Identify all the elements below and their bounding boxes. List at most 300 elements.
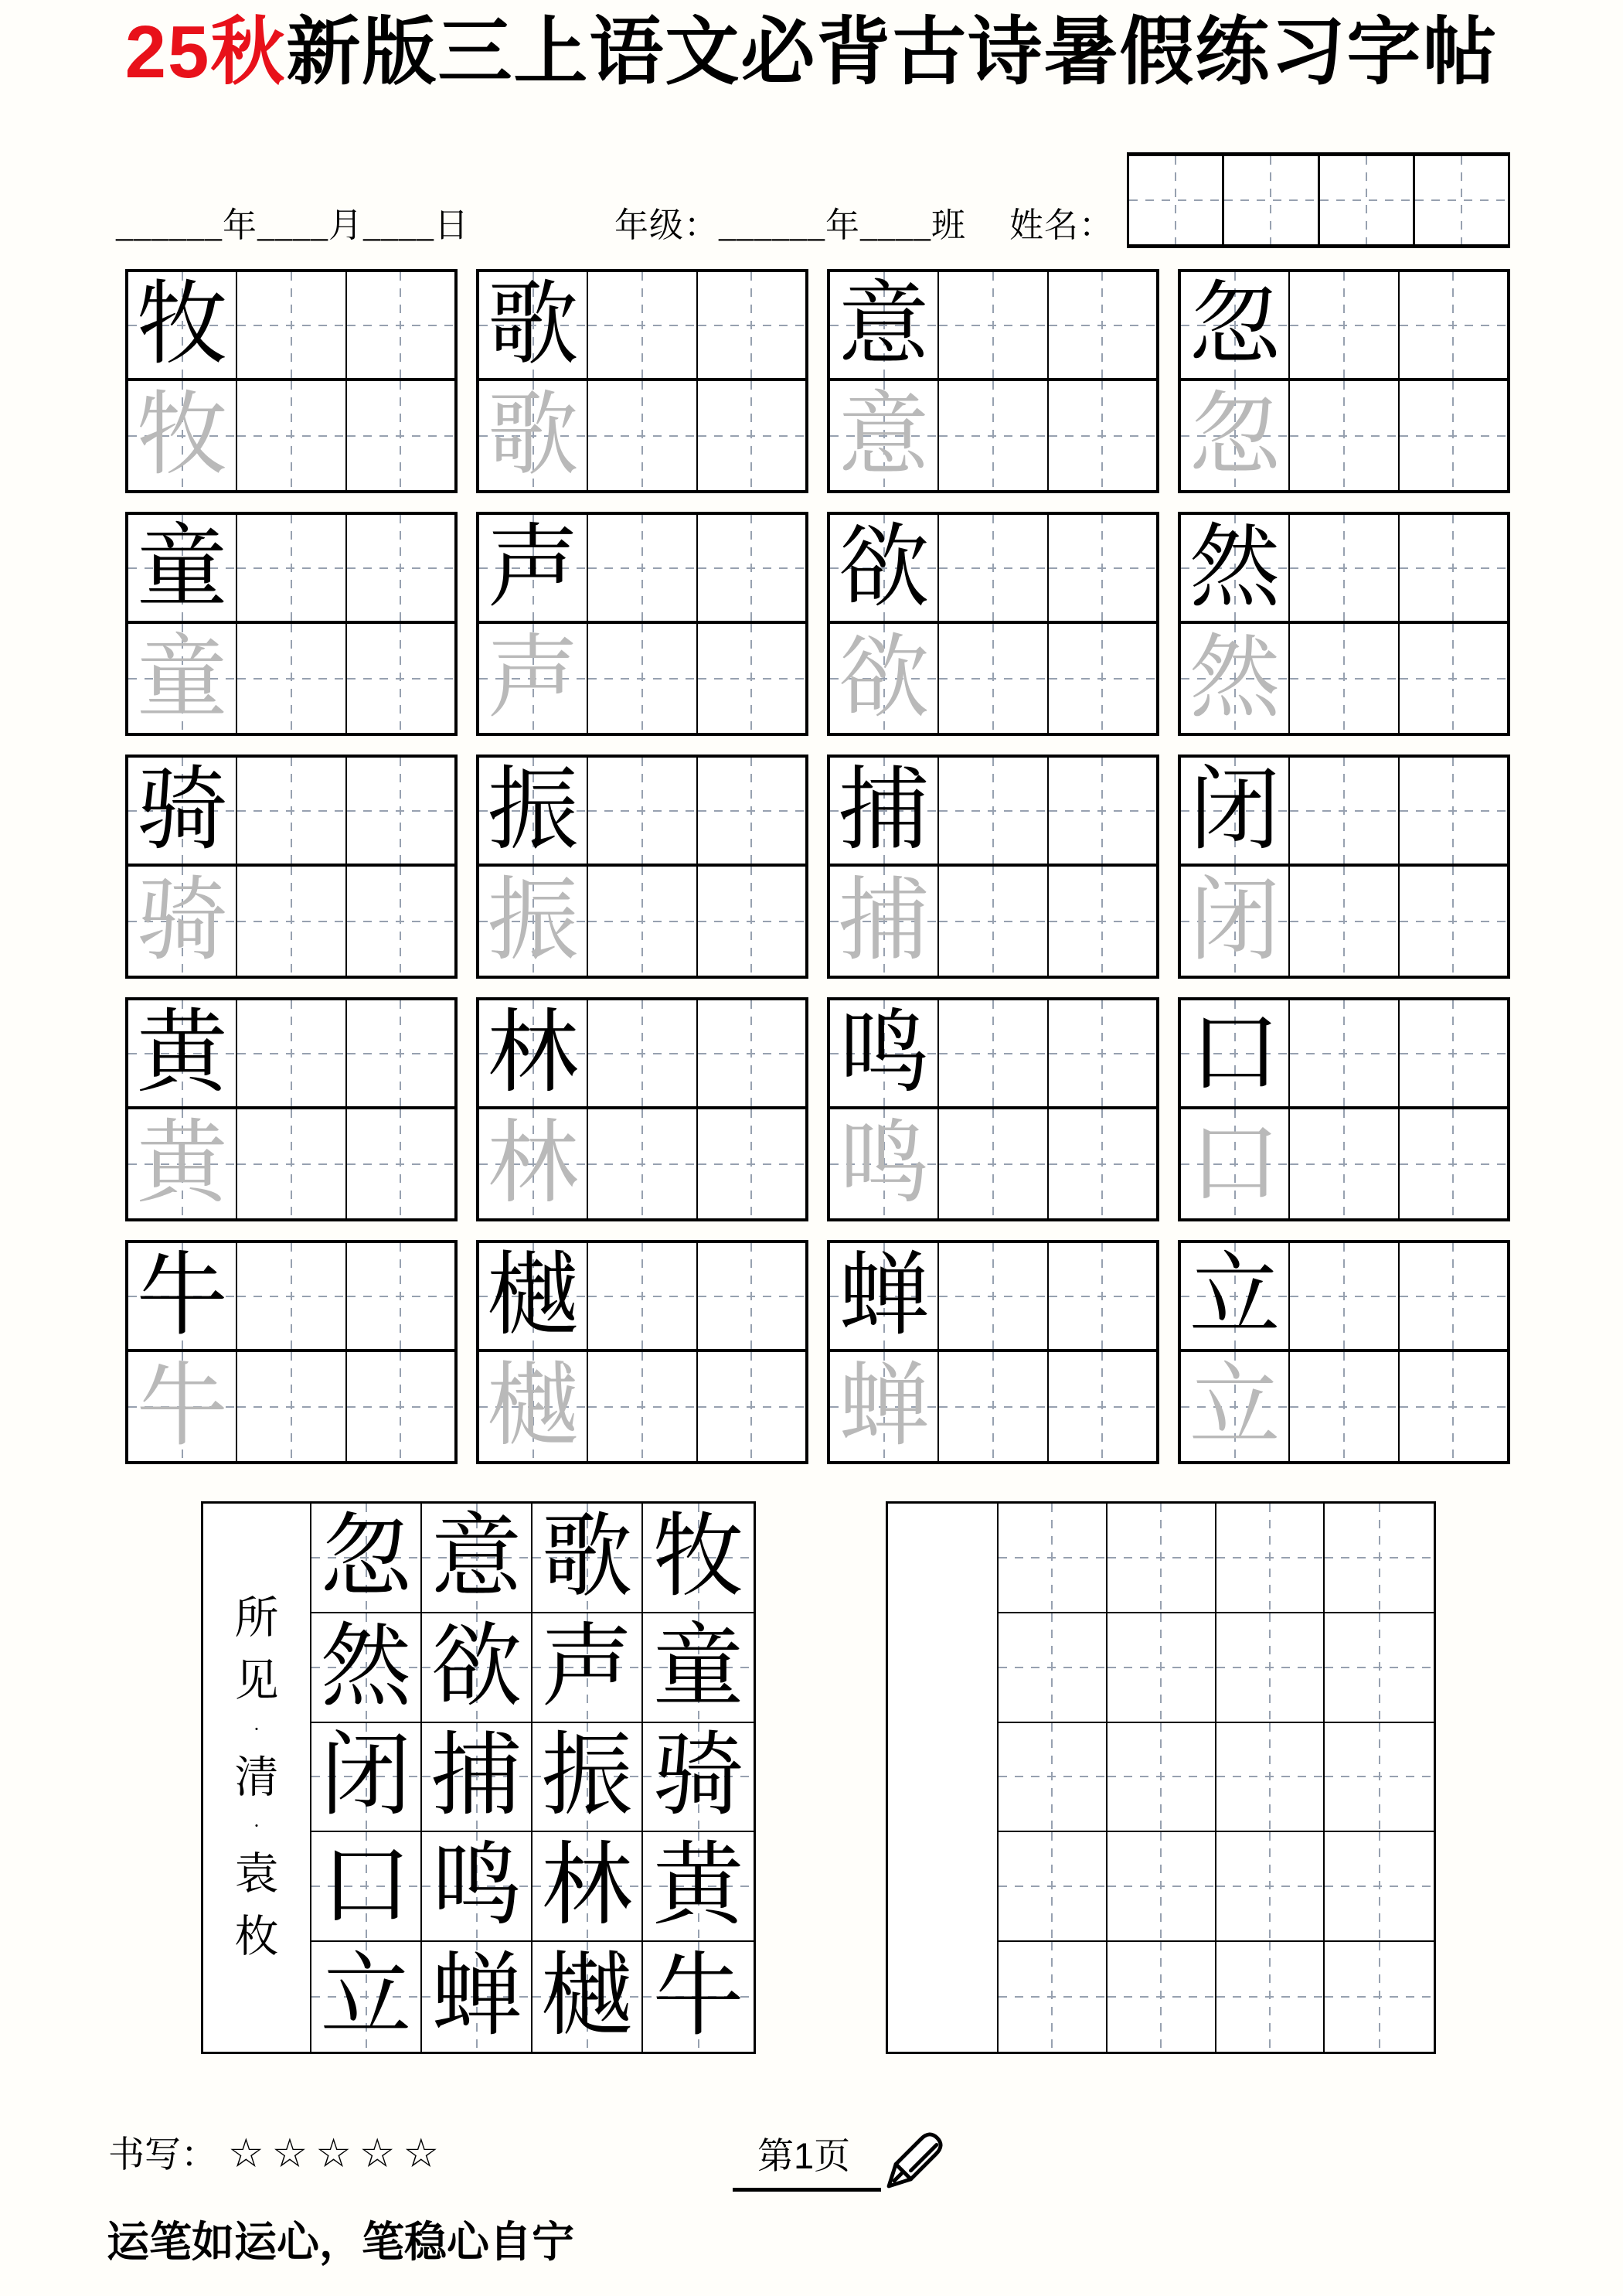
copy-cell [1108, 1723, 1216, 1833]
trace-cell [1181, 381, 1290, 490]
practice-block [476, 755, 808, 979]
trace-character: 牛 [136, 1355, 228, 1457]
poem-character: 牛 [652, 1946, 744, 2048]
trace-character: 然 [1189, 627, 1281, 729]
practice-block [476, 997, 808, 1221]
poem-cell [643, 1832, 754, 1942]
model-cell [347, 1000, 454, 1106]
poem-cell [643, 1613, 754, 1723]
trace-row [1181, 867, 1507, 976]
model-character: 牛 [136, 1245, 228, 1347]
trace-character: 林 [487, 1112, 579, 1214]
copy-cell [1325, 1504, 1434, 1613]
practice-block [125, 755, 458, 979]
poem-character: 捕 [430, 1725, 522, 1828]
trace-row [128, 867, 454, 976]
trace-cell [128, 1352, 237, 1461]
practice-block [1178, 269, 1510, 493]
model-row [479, 272, 805, 381]
trace-character: 骑 [136, 870, 228, 972]
trace-cell [1181, 624, 1290, 733]
poem-title-char: 清 [234, 1753, 279, 1802]
trace-cell [479, 867, 588, 976]
model-character: 鸣 [838, 1002, 930, 1104]
poem-character: 樾 [541, 1946, 633, 2048]
poem-cell [532, 1723, 643, 1833]
model-row [1181, 758, 1507, 867]
copy-cell [1108, 1832, 1216, 1942]
copy-cell [1108, 1613, 1216, 1723]
trace-cell [698, 624, 805, 733]
model-row [128, 272, 454, 381]
model-cell [588, 515, 697, 621]
model-cell [1290, 1000, 1399, 1106]
name-grid-cell [1224, 156, 1319, 244]
model-cell [830, 1243, 939, 1349]
trace-cell [1181, 1109, 1290, 1218]
model-character: 林 [487, 1002, 579, 1104]
trace-cell [128, 1109, 237, 1218]
trace-cell [128, 867, 237, 976]
trace-cell [237, 1109, 346, 1218]
copy-cell [999, 1504, 1108, 1613]
trace-cell [128, 624, 237, 733]
trace-cell [1290, 381, 1399, 490]
trace-cell [1290, 1109, 1399, 1218]
copy-grid [886, 1501, 1436, 2054]
model-character: 歌 [487, 274, 579, 376]
practice-block [1178, 512, 1510, 736]
trace-character: 黄 [136, 1112, 228, 1214]
poem-grid [201, 1501, 756, 2054]
practice-row [125, 269, 1510, 493]
trace-cell [939, 1352, 1048, 1461]
trace-row [830, 1109, 1156, 1218]
trace-cell [237, 1352, 346, 1461]
poem-title-char: 所 [234, 1594, 279, 1643]
poem-cell [422, 1504, 532, 1613]
model-cell [698, 272, 805, 378]
practice-row [125, 755, 1510, 979]
trace-cell [237, 381, 346, 490]
trace-cell [237, 867, 346, 976]
trace-character: 意 [838, 384, 930, 486]
model-cell [1400, 515, 1507, 621]
model-cell [479, 1000, 588, 1106]
model-cell [588, 1000, 697, 1106]
model-character: 立 [1189, 1245, 1281, 1347]
trace-character: 童 [136, 627, 228, 729]
practice-row [125, 997, 1510, 1221]
trace-cell [1049, 867, 1156, 976]
practice-row [125, 512, 1510, 736]
model-cell [128, 515, 237, 621]
poem-cell [643, 1942, 754, 2052]
model-cell [830, 515, 939, 621]
model-cell [830, 272, 939, 378]
copy-cell [999, 1723, 1108, 1833]
model-character: 然 [1189, 516, 1281, 618]
model-cell [698, 1243, 805, 1349]
trace-cell [347, 867, 454, 976]
practice-block [827, 997, 1159, 1221]
poem-character: 欲 [430, 1616, 522, 1718]
title-highlight: 25秋 [124, 11, 287, 94]
trace-character: 樾 [487, 1355, 579, 1457]
model-cell [1049, 758, 1156, 864]
poem-title-dot: · [253, 1814, 260, 1837]
poem-cell [643, 1723, 754, 1833]
model-cell [1049, 1000, 1156, 1106]
model-row [479, 1000, 805, 1109]
trace-character: 蝉 [838, 1355, 930, 1457]
model-cell [347, 758, 454, 864]
model-cell [588, 272, 697, 378]
trace-cell [479, 1352, 588, 1461]
poem-cell [532, 1942, 643, 2052]
trace-character: 振 [487, 870, 579, 972]
poem-character: 蝉 [430, 1946, 522, 2048]
poem-title-char: 枚 [234, 1913, 279, 1961]
trace-cell [1400, 1352, 1507, 1461]
trace-cell [1181, 1352, 1290, 1461]
trace-cell [830, 624, 939, 733]
model-cell [588, 1243, 697, 1349]
model-cell [1400, 1000, 1507, 1106]
trace-cell [1290, 1352, 1399, 1461]
name-grid-cell [1320, 156, 1415, 244]
model-cell [1400, 272, 1507, 378]
copy-cell [1325, 1832, 1434, 1942]
model-row [830, 758, 1156, 867]
poem-title-column [203, 1504, 311, 2052]
trace-cell [1049, 381, 1156, 490]
model-character: 牧 [136, 274, 228, 376]
trace-cell [830, 381, 939, 490]
trace-character: 欲 [838, 627, 930, 729]
practice-block [1178, 997, 1510, 1221]
name-grid-cell [1129, 156, 1224, 244]
model-cell [237, 758, 346, 864]
copy-cell [1325, 1723, 1434, 1833]
model-cell [128, 1000, 237, 1106]
poem-cell [422, 1723, 532, 1833]
trace-character: 牧 [136, 384, 228, 486]
grade-line: 年级：______年____班 [614, 206, 966, 244]
poem-character: 牧 [652, 1506, 744, 1608]
date-line: ______年____月____日 [116, 206, 469, 244]
model-cell [1400, 1243, 1507, 1349]
copy-cell [999, 1613, 1108, 1723]
trace-cell [1400, 381, 1507, 490]
page-title [0, 12, 1623, 93]
name-grid [1127, 152, 1510, 248]
model-cell [939, 1000, 1048, 1106]
copy-cell [999, 1832, 1108, 1942]
trace-cell [830, 1352, 939, 1461]
poem-cell [532, 1504, 643, 1613]
rating-stars-icon: ☆☆☆☆☆ [228, 2131, 447, 2177]
poem-cell [422, 1613, 532, 1723]
practice-block [827, 512, 1159, 736]
trace-cell [347, 1352, 454, 1461]
trace-character: 鸣 [838, 1112, 930, 1214]
trace-character: 声 [487, 627, 579, 729]
name-grid-cell [1415, 156, 1508, 244]
trace-row [1181, 1352, 1507, 1461]
model-character: 蝉 [838, 1245, 930, 1347]
model-cell [939, 272, 1048, 378]
model-character: 声 [487, 516, 579, 618]
copy-cell [1216, 1504, 1325, 1613]
model-row [830, 1000, 1156, 1109]
poem-character: 声 [541, 1616, 633, 1718]
model-character: 振 [487, 759, 579, 861]
trace-row [128, 1352, 454, 1461]
model-character: 樾 [487, 1245, 579, 1347]
model-cell [128, 272, 237, 378]
model-cell [347, 515, 454, 621]
copy-cell [1325, 1942, 1434, 2052]
poem-character: 闭 [320, 1725, 412, 1828]
trace-cell [479, 624, 588, 733]
poem-character: 骑 [652, 1725, 744, 1828]
practice-block [125, 997, 458, 1221]
practice-block [476, 269, 808, 493]
trace-cell [698, 1109, 805, 1218]
trace-row [479, 1109, 805, 1218]
trace-row [479, 624, 805, 733]
poem-cell [311, 1613, 422, 1723]
trace-cell [588, 1352, 697, 1461]
model-cell [237, 1000, 346, 1106]
practice-area [125, 269, 1510, 1483]
practice-row [125, 1240, 1510, 1464]
trace-row [1181, 1109, 1507, 1218]
trace-cell [939, 624, 1048, 733]
model-cell [1181, 758, 1290, 864]
trace-row [1181, 381, 1507, 490]
copy-cell [1108, 1942, 1216, 2052]
poem-character: 然 [320, 1616, 412, 1718]
model-cell [1400, 758, 1507, 864]
trace-character: 立 [1189, 1355, 1281, 1457]
trace-cell [939, 381, 1048, 490]
model-character: 黄 [136, 1002, 228, 1104]
model-cell [479, 758, 588, 864]
poem-title-dot: · [253, 1718, 260, 1740]
trace-cell [1400, 867, 1507, 976]
page-number: 第1页 [757, 2135, 851, 2176]
trace-cell [1290, 867, 1399, 976]
trace-cell [939, 1109, 1048, 1218]
poem-cell [532, 1613, 643, 1723]
trace-cell [1181, 867, 1290, 976]
model-character: 意 [838, 274, 930, 376]
model-cell [698, 1000, 805, 1106]
trace-cell [698, 867, 805, 976]
model-row [128, 1000, 454, 1109]
model-cell [698, 515, 805, 621]
poem-character: 林 [541, 1835, 633, 1937]
model-cell [479, 1243, 588, 1349]
trace-character: 闭 [1189, 870, 1281, 972]
model-character: 口 [1189, 1002, 1281, 1104]
model-cell [1290, 515, 1399, 621]
model-cell [939, 515, 1048, 621]
poem-character: 口 [320, 1835, 412, 1937]
trace-cell [237, 624, 346, 733]
trace-cell [698, 1352, 805, 1461]
copy-cell [1216, 1613, 1325, 1723]
model-row [1181, 515, 1507, 624]
model-row [1181, 1000, 1507, 1109]
model-row [128, 1243, 454, 1352]
poem-cell [311, 1723, 422, 1833]
trace-cell [588, 1109, 697, 1218]
poem-title-char: 见 [234, 1657, 279, 1705]
model-character: 忽 [1189, 274, 1281, 376]
model-row [479, 515, 805, 624]
copy-cell [999, 1942, 1108, 2052]
poem-character: 振 [541, 1725, 633, 1828]
poem-title-char: 袁 [234, 1850, 279, 1899]
poem-cell [311, 1504, 422, 1613]
trace-cell [347, 624, 454, 733]
poem-character: 童 [652, 1616, 744, 1718]
model-cell [1181, 1243, 1290, 1349]
poem-character: 歌 [541, 1506, 633, 1608]
trace-character: 忽 [1189, 384, 1281, 486]
trace-row [479, 867, 805, 976]
trace-cell [939, 867, 1048, 976]
model-cell [347, 1243, 454, 1349]
copy-title-column [888, 1504, 999, 2052]
trace-cell [830, 867, 939, 976]
trace-row [479, 1352, 805, 1461]
trace-row [128, 381, 454, 490]
poem-character: 黄 [652, 1835, 744, 1937]
title-text: 新版三上语文必背古诗暑假练习字帖 [286, 11, 1499, 94]
trace-row [830, 867, 1156, 976]
poem-character: 忽 [320, 1506, 412, 1608]
poem-cell [311, 1832, 422, 1942]
model-cell [1049, 272, 1156, 378]
poem-character: 意 [430, 1506, 522, 1608]
trace-character: 捕 [838, 870, 930, 972]
practice-block [827, 755, 1159, 979]
practice-block [827, 1240, 1159, 1464]
trace-cell [347, 1109, 454, 1218]
model-row [479, 1243, 805, 1352]
model-cell [1181, 272, 1290, 378]
trace-cell [479, 1109, 588, 1218]
poem-cell [311, 1942, 422, 2052]
trace-cell [347, 381, 454, 490]
trace-character: 口 [1189, 1112, 1281, 1214]
model-row [830, 272, 1156, 381]
model-row [128, 515, 454, 624]
model-row [830, 1243, 1156, 1352]
model-cell [1181, 1000, 1290, 1106]
model-cell [128, 758, 237, 864]
motto-text: 运笔如运心，笔稳心自宁 [107, 2218, 575, 2266]
practice-block [1178, 755, 1510, 979]
model-row [1181, 1243, 1507, 1352]
model-cell [1290, 1243, 1399, 1349]
trace-cell [479, 381, 588, 490]
model-cell [939, 758, 1048, 864]
copy-cell [1108, 1504, 1216, 1613]
model-character: 童 [136, 516, 228, 618]
model-cell [1049, 1243, 1156, 1349]
model-cell [237, 1243, 346, 1349]
model-character: 捕 [838, 759, 930, 861]
model-character: 骑 [136, 759, 228, 861]
practice-block [125, 269, 458, 493]
trace-cell [1049, 1352, 1156, 1461]
trace-row [128, 624, 454, 733]
model-row [1181, 272, 1507, 381]
model-cell [939, 1243, 1048, 1349]
trace-cell [588, 624, 697, 733]
name-label: 姓名： [1009, 206, 1114, 244]
poem-character: 立 [320, 1946, 412, 2048]
model-row [128, 758, 454, 867]
copy-cell [1216, 1942, 1325, 2052]
model-character: 欲 [838, 516, 930, 618]
trace-row [830, 624, 1156, 733]
model-cell [1049, 515, 1156, 621]
trace-cell [1400, 624, 1507, 733]
trace-cell [588, 867, 697, 976]
poem-cell [422, 1942, 532, 2052]
practice-block [125, 512, 458, 736]
practice-block [125, 1240, 458, 1464]
model-cell [1290, 758, 1399, 864]
trace-row [479, 381, 805, 490]
trace-cell [588, 381, 697, 490]
poem-cell [643, 1504, 754, 1613]
trace-cell [830, 1109, 939, 1218]
practice-block [476, 512, 808, 736]
trace-row [128, 1109, 454, 1218]
model-cell [237, 272, 346, 378]
copy-cell [1216, 1832, 1325, 1942]
practice-block [1178, 1240, 1510, 1464]
trace-row [830, 381, 1156, 490]
pen-icon [872, 2120, 955, 2203]
model-cell [1181, 515, 1290, 621]
poem-cell [532, 1832, 643, 1942]
model-cell [479, 515, 588, 621]
trace-cell [1400, 1109, 1507, 1218]
trace-cell [1290, 624, 1399, 733]
model-character: 闭 [1189, 759, 1281, 861]
rating-row [108, 2131, 447, 2178]
trace-cell [1049, 624, 1156, 733]
trace-character: 歌 [487, 384, 579, 486]
trace-cell [1049, 1109, 1156, 1218]
trace-row [830, 1352, 1156, 1461]
trace-row [1181, 624, 1507, 733]
poem-character: 鸣 [430, 1835, 522, 1937]
copy-cell [1216, 1723, 1325, 1833]
model-cell [128, 1243, 237, 1349]
model-cell [347, 272, 454, 378]
trace-cell [128, 381, 237, 490]
model-cell [1290, 272, 1399, 378]
